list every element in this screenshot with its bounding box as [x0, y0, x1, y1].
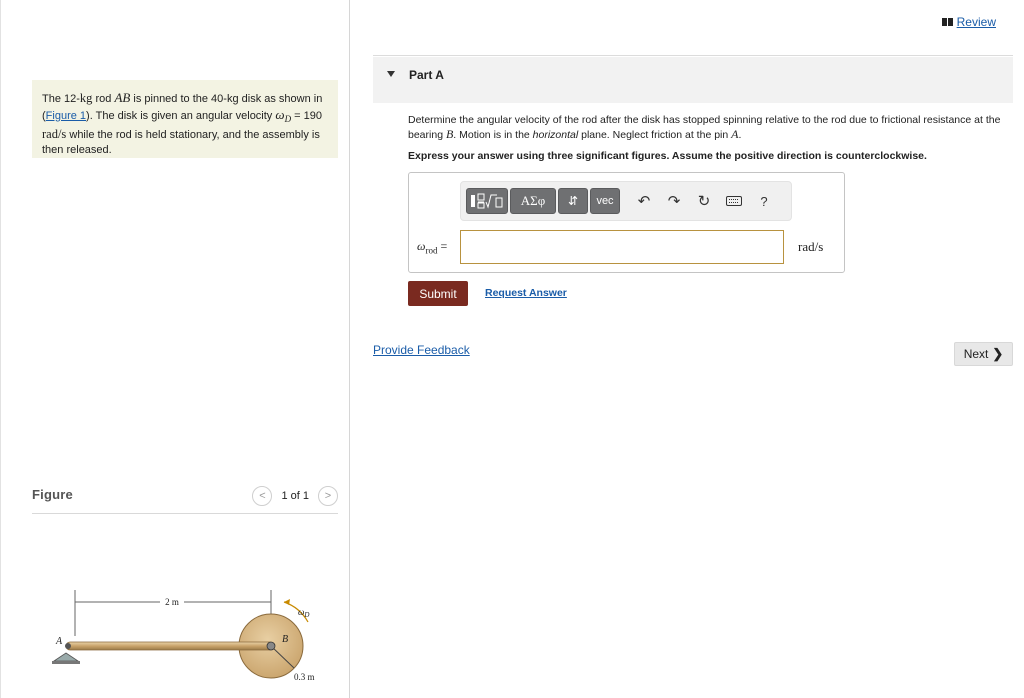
keyboard-icon	[726, 196, 742, 206]
question-text	[408, 114, 1014, 142]
emphasis-text: horizontal	[532, 128, 579, 141]
equals-sign: =	[437, 239, 448, 253]
question-part: . Motion is in the	[453, 128, 533, 141]
symbol-b: B	[445, 126, 454, 141]
review-label: Review	[956, 15, 996, 29]
answer-label	[417, 239, 447, 255]
problem-text: is pinned to the 40-	[130, 93, 227, 105]
problem-text: = 190	[291, 110, 322, 122]
part-title: Part A	[409, 68, 444, 82]
figure-page-indicator: 1 of 1	[281, 490, 309, 502]
unit-text: kg	[226, 93, 239, 105]
figure-diagram	[32, 570, 332, 688]
answer-input[interactable]	[460, 230, 784, 264]
question-part: Determine the angular velocity of the rod after the disk has stopped spinning relative to the rod due to frictional resistance at the bearing	[408, 114, 1001, 141]
omega-symbol: ω	[417, 239, 426, 253]
unit-text: kg	[79, 91, 93, 105]
omega-subscript: D	[284, 114, 292, 125]
ground-hatch	[52, 661, 80, 664]
chevron-right-icon: ❯	[992, 346, 1004, 361]
next-figure-button[interactable]: >	[318, 486, 338, 506]
unit-label: rad/s	[798, 239, 824, 254]
next-button[interactable]	[954, 342, 1013, 366]
bearing-b	[267, 642, 275, 650]
part-a-header[interactable]	[373, 57, 1013, 103]
figure-title: Figure	[32, 487, 73, 502]
question-part: plane. Neglect friction at the pin	[578, 128, 732, 141]
provide-feedback-link[interactable]: Provide Feedback	[373, 343, 470, 357]
unit-text: rad/s	[42, 127, 67, 142]
label-b: B	[282, 634, 289, 645]
figure-header	[32, 484, 338, 514]
review-link[interactable]	[942, 15, 996, 29]
templates-button[interactable]	[466, 188, 508, 214]
label-a: A	[56, 636, 63, 647]
greek-symbols-button[interactable]: ΑΣφ	[510, 188, 556, 214]
arrow-head	[284, 599, 290, 605]
problem-text: disk as shown in (	[42, 93, 323, 122]
label-omega: $\omega_D$	[298, 607, 310, 619]
rod-symbol: AB	[114, 90, 131, 105]
vector-button[interactable]: vec	[590, 188, 620, 214]
keyboard-button[interactable]	[720, 188, 748, 214]
symbol-a: A	[731, 126, 739, 141]
math-toolbar	[460, 181, 792, 221]
problem-text: rod	[92, 93, 115, 105]
book-icon	[942, 18, 953, 26]
caret-down-icon	[387, 71, 395, 77]
length-label: 2 m	[165, 597, 179, 607]
undo-icon[interactable]: ↶	[637, 193, 651, 210]
help-icon[interactable]: ?	[760, 193, 768, 209]
submit-button[interactable]: Submit	[408, 281, 468, 306]
radius-label: 0.3 m	[294, 672, 315, 682]
problem-text: The 12-	[42, 93, 80, 105]
redo-icon[interactable]: ↷	[667, 193, 681, 210]
divider	[373, 55, 1013, 56]
rod-shape	[66, 642, 274, 650]
omega-symbol: ω	[275, 107, 285, 122]
arrows-button[interactable]: ⇵	[558, 188, 588, 214]
pin-support	[54, 653, 78, 661]
figure-link[interactable]: Figure 1	[45, 110, 87, 122]
answer-instruction: Express your answer using three significant figures. Assume the positive direction is counterclockwise.	[408, 150, 927, 162]
answer-panel	[408, 172, 845, 273]
figure-pager	[252, 486, 338, 506]
omega-subscript: rod	[425, 245, 438, 256]
problem-statement	[32, 80, 338, 158]
question-part: .	[738, 128, 742, 141]
pin-a	[65, 643, 71, 649]
problem-text: while the rod is held stationary, and the assembly is then released.	[42, 129, 320, 157]
request-answer-link[interactable]: Request Answer	[485, 287, 567, 299]
next-label: Next	[963, 347, 989, 361]
prev-figure-button[interactable]: <	[252, 486, 272, 506]
reset-icon[interactable]: ↻	[697, 193, 711, 210]
problem-pane	[0, 0, 350, 698]
templates-icon	[470, 192, 504, 210]
problem-text: ). The disk is given an angular velocity	[86, 110, 276, 122]
